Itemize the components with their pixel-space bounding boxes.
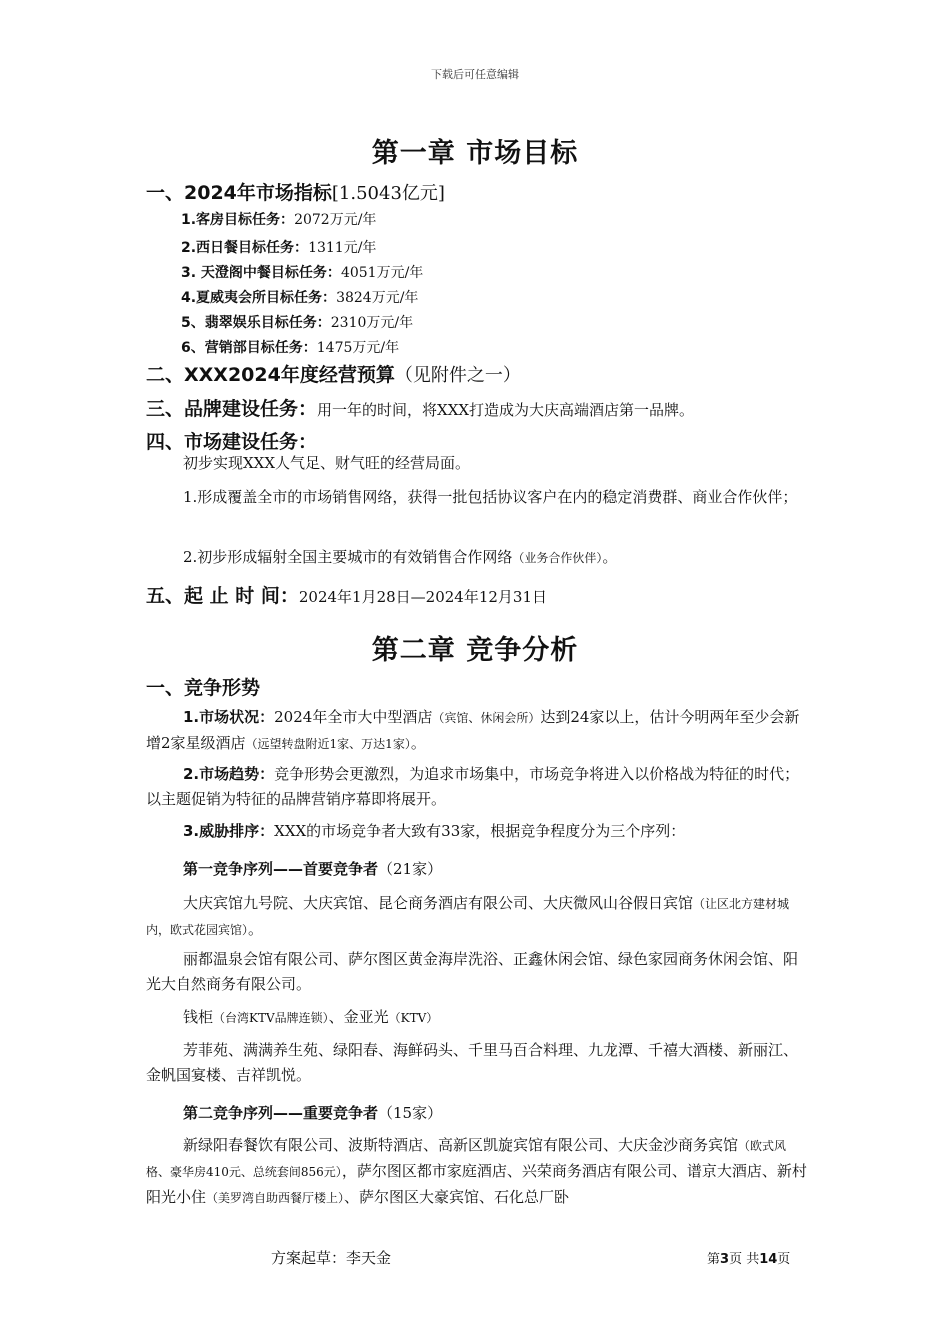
- target-label: 2.西日餐目标任务：: [181, 240, 309, 256]
- sequence-1-line-4: 芳菲苑、满满养生苑、绿阳春、海鲜码头、千里马百合料理、九龙潭、千禧大酒楼、新丽江、金帆国宴楼、吉祥凯悦。: [146, 1041, 799, 1084]
- footer-drafter: 方案起草：李天金: [271, 1249, 392, 1267]
- item-end: 。: [602, 548, 618, 566]
- line-note: （美罗湾自助西餐厅楼上）: [206, 1191, 345, 1205]
- paragraph-label: 1.市场状况：: [183, 708, 275, 726]
- page-current: 3: [720, 1252, 730, 1267]
- section-value: 2024年1月28日—2024年12月31日: [298, 588, 548, 606]
- sequence-1-title: [183, 858, 442, 879]
- paragraph-text: 竞争形势会更激烈，为追求市场集中，市场竞争将进入以价格战为特征的时代；以主题促销为特征的品牌营销序幕即将展开。: [146, 765, 800, 808]
- footer-page-number: [707, 1248, 790, 1267]
- target-value: 1311元/年: [308, 240, 377, 256]
- paragraph-label: 2.市场趋势：: [183, 765, 275, 783]
- page-mid: 页 共: [729, 1252, 760, 1267]
- target-label: 4.夏威夷会所目标任务：: [181, 290, 337, 306]
- line-note: （欧式风格、豪华房410元、总统套间856元）: [146, 1139, 787, 1179]
- sequence-title-text: 第一竞争序列——首要竞争者: [183, 860, 379, 878]
- section-value: 用一年的时间，将XXX打造成为大庆高端酒店第一品牌。: [317, 401, 695, 419]
- paragraph-label: 3.威胁排序：: [183, 822, 275, 840]
- line-text: 、萨尔图区大豪宾馆、石化总厂卧: [344, 1188, 570, 1206]
- paragraph-note: （远望转盘附近1家、万达1家）: [245, 737, 411, 751]
- page-total: 14: [759, 1252, 778, 1267]
- chapter-1-title: 第一章 市场目标: [371, 138, 579, 169]
- target-item: [181, 237, 376, 257]
- paragraph-text: XXX的市场竞争者大致有33家，根据竞争程度分为三个序列：: [274, 822, 686, 840]
- target-label: 3. 天澄阁中餐目标任务：: [181, 265, 341, 281]
- item-note: （业务合作伙伴）: [512, 551, 603, 565]
- target-value: 2072万元/年: [294, 212, 377, 228]
- target-item: [181, 312, 413, 332]
- page-suffix: 页: [777, 1252, 791, 1267]
- paragraph-note: （宾馆、休闲会所）: [432, 711, 541, 725]
- section-label: 五、起 止 时 间：: [146, 585, 299, 607]
- line-text: ，萨尔图区都市家庭酒店、兴荣商务酒店有限公司、谱京大酒店、新村阳光小住: [146, 1162, 807, 1206]
- market-trend-paragraph: [146, 762, 810, 812]
- paragraph-text: 。: [410, 734, 426, 752]
- line-note: （台湾KTV品牌连锁）: [213, 1011, 329, 1025]
- line-text: 。: [248, 920, 264, 938]
- section-brand: [146, 394, 694, 421]
- item-text: 2.初步形成辐射全国主要城市的有效销售合作网络: [183, 548, 513, 566]
- line-text: 新绿阳春餐饮有限公司、波斯特酒店、高新区凯旋宾馆有限公司、大庆金沙商务宾馆: [183, 1136, 739, 1154]
- target-item: [181, 287, 418, 307]
- target-value: 4051万元/年: [340, 265, 424, 281]
- market-building-item-1: 1.形成覆盖全市的市场销售网络，获得一批包括协议客户在内的稳定消费群、商业合作伙伴；: [183, 488, 798, 506]
- line-text: 、金亚光: [328, 1008, 389, 1026]
- sequence-count: （21家）: [378, 860, 443, 878]
- target-value: 1475万元/年: [316, 340, 400, 356]
- market-status-paragraph: [146, 705, 810, 757]
- section-period: [146, 581, 547, 608]
- section-value: [1.5043亿元]: [331, 183, 445, 204]
- threat-ranking-paragraph: [146, 819, 810, 844]
- line-text: 大庆宾馆九号院、大庆宾馆、昆仑商务酒店有限公司、大庆微风山谷假日宾馆: [183, 894, 694, 912]
- page-prefix: 第: [707, 1252, 721, 1267]
- section-budget: [146, 360, 521, 387]
- section-market-building: 四、市场建设任务：: [146, 431, 318, 453]
- sequence-title-text: 第二竞争序列——重要竞争者: [183, 1104, 379, 1122]
- section-competition: 一、竞争形势: [146, 677, 261, 699]
- market-building-intro: 初步实现XXX人气足、财气旺的经营局面。: [183, 454, 471, 472]
- target-label: 5、翡翠娱乐目标任务：: [181, 315, 331, 331]
- target-value: 2310万元/年: [330, 315, 414, 331]
- line-note: （让区北方建材城内，欧式花园宾馆）: [146, 897, 790, 937]
- paragraph-text: 2024年全市大中型酒店: [274, 708, 433, 726]
- sequence-2-line-1: [146, 1133, 810, 1211]
- line-note: （KTV）: [388, 1011, 439, 1025]
- target-item: [181, 262, 423, 282]
- chapter-2-title: 第二章 竞争分析: [371, 635, 579, 666]
- target-value: 3824万元/年: [336, 290, 419, 306]
- header-note: 下载后可任意编辑: [431, 68, 519, 81]
- section-market-indicator: [146, 178, 445, 205]
- target-label: 6、营销部目标任务：: [181, 340, 317, 356]
- sequence-1-line-1: [146, 891, 810, 943]
- market-building-item-2: [146, 545, 810, 571]
- sequence-1-line-3: [146, 1005, 810, 1031]
- section-label: 二、XXX2024年度经营预算: [146, 364, 395, 386]
- paragraph-text: 达到24家以上，估计今明两年至少会新增2家星级酒店: [146, 708, 800, 752]
- target-item: [181, 337, 399, 357]
- section-value: （见附件之一）: [394, 365, 521, 386]
- target-item: [181, 209, 376, 229]
- sequence-2-title: [183, 1102, 442, 1123]
- section-label: 一、2024年市场指标: [146, 182, 332, 204]
- sequence-count: （15家）: [378, 1104, 443, 1122]
- target-label: 1.客房目标任务：: [181, 212, 295, 228]
- sequence-1-line-2: 丽都温泉会馆有限公司、萨尔图区黄金海岸洗浴、正鑫休闲会馆、绿色家园商务休闲会馆、阳光大自然商务有限公司。: [146, 950, 799, 993]
- section-label: 三、品牌建设任务：: [146, 398, 318, 420]
- line-text: 钱柜: [183, 1008, 214, 1026]
